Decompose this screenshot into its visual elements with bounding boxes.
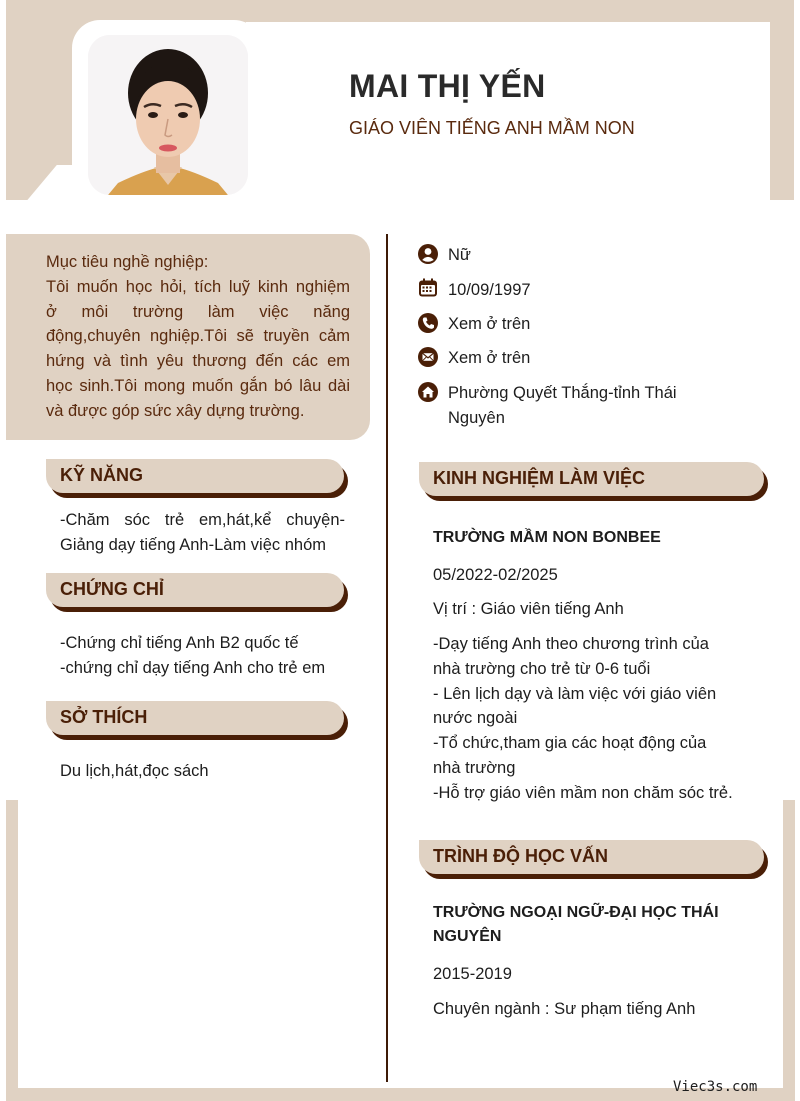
right-border-strip <box>783 800 795 1100</box>
column-divider <box>386 234 388 1082</box>
education-heading <box>419 840 764 874</box>
education-heading-text: TRÌNH ĐỘ HỌC VẤN <box>433 846 608 866</box>
objective-line: ở môi trường làm việc năng <box>46 302 350 321</box>
candidate-name: MAI THỊ YẾN <box>349 68 546 104</box>
gender-value: Nữ <box>448 246 471 264</box>
calendar-icon <box>418 278 438 298</box>
certificate-item: -Chứng chỉ tiếng Anh B2 quốc tế <box>60 634 299 652</box>
duty-line: nhà trường <box>433 758 516 777</box>
user-icon <box>418 244 438 264</box>
objective-line: hứng và tình yêu thương đến các em <box>46 352 350 371</box>
certificates-heading-text: CHỨNG CHỈ <box>60 579 164 599</box>
hobbies-heading <box>46 701 344 735</box>
duty-line: -Hỗ trợ giáo viên mầm non chăm sóc trẻ. <box>433 783 733 802</box>
experience-heading-text: KINH NGHIỆM LÀM VIỆC <box>433 468 646 488</box>
duty-line: nước ngoài <box>433 709 518 728</box>
certificates-list <box>60 631 360 681</box>
duty-line: - Lên lịch dạy và làm việc với giáo viên <box>433 684 717 703</box>
duty-line: -Dạy tiếng Anh theo chương trình của <box>433 635 709 653</box>
objective-line: học sinh.Tôi mong muốn gắn bó lâu dài <box>46 376 350 395</box>
address-row <box>418 382 438 406</box>
school-line: NGUYÊN <box>433 928 502 945</box>
email-row <box>418 347 438 371</box>
experience-duties <box>433 632 773 806</box>
job-title: GIÁO VIÊN TIẾNG ANH MẦM NON <box>349 118 635 138</box>
skills-heading-text: KỸ NĂNG <box>60 465 144 485</box>
certificate-item: -chứng chỉ dạy tiếng Anh cho trẻ em <box>60 658 326 677</box>
skills-line: -Chăm sóc trẻ em,hát,kể chuyện- <box>60 511 345 529</box>
education-major: Chuyên ngành : Sư phạm tiếng Anh <box>433 1000 696 1018</box>
profile-photo <box>88 35 248 195</box>
experience-heading <box>419 462 764 496</box>
birthday-value: 10/09/1997 <box>448 281 531 299</box>
envelope-icon <box>418 347 438 367</box>
gender-row <box>418 244 438 268</box>
objective-text <box>46 250 350 424</box>
birthday-row <box>418 278 438 302</box>
phone-row <box>418 313 438 337</box>
phone-icon <box>418 313 438 333</box>
certificates-heading <box>46 573 344 607</box>
objective-line: Tôi muốn học hỏi, tích luỹ kinh nghiệm <box>46 277 350 296</box>
education-period: 2015-2019 <box>433 965 512 983</box>
phone-value: Xem ở trên <box>448 315 531 333</box>
school-line: TRƯỜNG NGOẠI NGỮ-ĐẠI HỌC THÁI <box>433 904 719 921</box>
home-icon <box>418 382 438 402</box>
experience-position: Vị trí : Giáo viên tiếng Anh <box>433 600 624 618</box>
hobbies-heading-text: SỞ THÍCH <box>60 707 148 727</box>
skills-text <box>60 508 345 558</box>
hobbies-text: Du lịch,hát,đọc sách <box>60 762 209 780</box>
email-value: Xem ở trên <box>448 349 531 367</box>
skills-heading <box>46 459 344 493</box>
education-school <box>433 901 763 949</box>
objective-label: Mục tiêu nghề nghiệp: <box>46 253 209 271</box>
objective-line: động,chuyên nghiệp.Tôi sẽ truyền cảm <box>46 327 350 346</box>
duty-line: nhà trường cho trẻ từ 0-6 tuổi <box>433 659 651 678</box>
experience-company: TRƯỜNG MẦM NON BONBEE <box>433 529 661 546</box>
duty-line: -Tổ chức,tham gia các hoạt động của <box>433 734 707 753</box>
skills-line: Giảng dạy tiếng Anh-Làm việc nhóm <box>60 535 326 554</box>
address-line-2: Nguyên <box>448 409 505 427</box>
watermark: Viec3s.com <box>673 1079 758 1095</box>
address-line-1: Phường Quyết Thắng-tỉnh Thái <box>448 384 677 402</box>
left-border-strip <box>6 800 18 1100</box>
experience-period: 05/2022-02/2025 <box>433 566 558 584</box>
objective-line: và được góp sức xây dựng trường. <box>46 401 305 420</box>
